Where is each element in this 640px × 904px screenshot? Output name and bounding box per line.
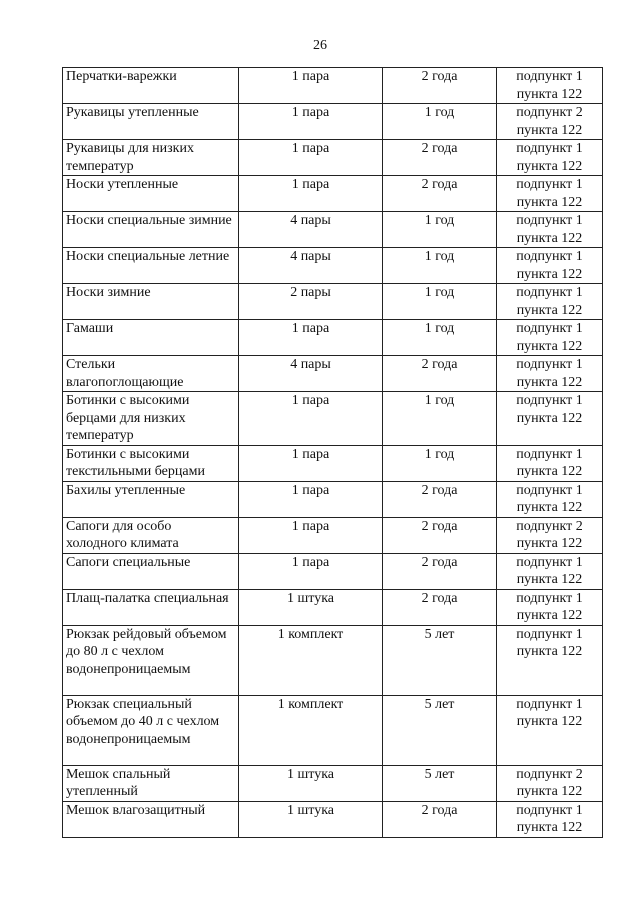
items-table-body bbox=[63, 68, 603, 838]
table-row bbox=[63, 445, 603, 481]
table-row bbox=[63, 140, 603, 176]
wear-term-cell: 1 год bbox=[383, 320, 497, 356]
item-name-cell: Стельки влагопоглощающие bbox=[63, 356, 239, 392]
quantity-cell: 1 пара bbox=[239, 104, 383, 140]
wear-term-cell: 2 года bbox=[383, 68, 497, 104]
reference-cell: подпункт 2 пункта 122 bbox=[497, 104, 603, 140]
table-row bbox=[63, 765, 603, 801]
item-name-cell: Носки утепленные bbox=[63, 176, 239, 212]
wear-term-cell: 5 лет bbox=[383, 695, 497, 765]
reference-cell: подпункт 1 пункта 122 bbox=[497, 481, 603, 517]
reference-cell: подпункт 1 пункта 122 bbox=[497, 695, 603, 765]
wear-term-cell: 1 год bbox=[383, 445, 497, 481]
item-name-cell: Мешок влагозащитный bbox=[63, 801, 239, 837]
quantity-cell: 1 штука bbox=[239, 589, 383, 625]
table-row bbox=[63, 801, 603, 837]
quantity-cell: 2 пары bbox=[239, 284, 383, 320]
item-name-cell: Рукавицы для низких температур bbox=[63, 140, 239, 176]
wear-term-cell: 1 год bbox=[383, 212, 497, 248]
wear-term-cell: 5 лет bbox=[383, 765, 497, 801]
quantity-cell: 1 пара bbox=[239, 517, 383, 553]
item-name-cell: Рукавицы утепленные bbox=[63, 104, 239, 140]
table-row bbox=[63, 695, 603, 765]
quantity-cell: 4 пары bbox=[239, 356, 383, 392]
item-name-cell: Перчатки-варежки bbox=[63, 68, 239, 104]
wear-term-cell: 2 года bbox=[383, 589, 497, 625]
reference-cell: подпункт 1 пункта 122 bbox=[497, 392, 603, 446]
quantity-cell: 4 пары bbox=[239, 248, 383, 284]
item-name-cell: Носки специальные летние bbox=[63, 248, 239, 284]
item-name-cell: Мешок спальный утепленный bbox=[63, 765, 239, 801]
quantity-cell: 1 пара bbox=[239, 445, 383, 481]
table-row bbox=[63, 176, 603, 212]
wear-term-cell: 1 год bbox=[383, 104, 497, 140]
reference-cell: подпункт 1 пункта 122 bbox=[497, 68, 603, 104]
table-row bbox=[63, 517, 603, 553]
items-table bbox=[62, 67, 603, 838]
wear-term-cell: 1 год bbox=[383, 392, 497, 446]
reference-cell: подпункт 1 пункта 122 bbox=[497, 445, 603, 481]
page-number: 26 bbox=[313, 38, 327, 53]
table-row bbox=[63, 481, 603, 517]
quantity-cell: 1 штука bbox=[239, 765, 383, 801]
table-row bbox=[63, 320, 603, 356]
reference-cell: подпункт 1 пункта 122 bbox=[497, 356, 603, 392]
wear-term-cell: 2 года bbox=[383, 176, 497, 212]
item-name-cell: Бахилы утепленные bbox=[63, 481, 239, 517]
item-name-cell: Носки зимние bbox=[63, 284, 239, 320]
table-row bbox=[63, 356, 603, 392]
item-name-cell: Ботинки с высокими текстильными берцами bbox=[63, 445, 239, 481]
item-name-cell: Сапоги для особо холодного климата bbox=[63, 517, 239, 553]
table-row bbox=[63, 212, 603, 248]
table-row bbox=[63, 553, 603, 589]
wear-term-cell: 2 года bbox=[383, 517, 497, 553]
item-name-cell: Рюкзак рейдовый объемом до 80 л с чехлом водонепроницаемым bbox=[63, 625, 239, 695]
reference-cell: подпункт 1 пункта 122 bbox=[497, 801, 603, 837]
table-row bbox=[63, 625, 603, 695]
quantity-cell: 1 пара bbox=[239, 481, 383, 517]
quantity-cell: 1 пара bbox=[239, 553, 383, 589]
quantity-cell: 1 пара bbox=[239, 68, 383, 104]
wear-term-cell: 2 года bbox=[383, 356, 497, 392]
reference-cell: подпункт 1 пункта 122 bbox=[497, 212, 603, 248]
wear-term-cell: 2 года bbox=[383, 140, 497, 176]
table-row bbox=[63, 248, 603, 284]
quantity-cell: 1 штука bbox=[239, 801, 383, 837]
wear-term-cell: 1 год bbox=[383, 248, 497, 284]
reference-cell: подпункт 1 пункта 122 bbox=[497, 176, 603, 212]
wear-term-cell: 1 год bbox=[383, 284, 497, 320]
wear-term-cell: 2 года bbox=[383, 553, 497, 589]
quantity-cell: 1 пара bbox=[239, 140, 383, 176]
table-row bbox=[63, 104, 603, 140]
item-name-cell: Сапоги специальные bbox=[63, 553, 239, 589]
quantity-cell: 1 пара bbox=[239, 176, 383, 212]
wear-term-cell: 5 лет bbox=[383, 625, 497, 695]
item-name-cell: Гамаши bbox=[63, 320, 239, 356]
table-row bbox=[63, 589, 603, 625]
reference-cell: подпункт 2 пункта 122 bbox=[497, 517, 603, 553]
quantity-cell: 1 комплект bbox=[239, 625, 383, 695]
item-name-cell: Рюкзак специальный объемом до 40 л с чехлом водонепроницаемым bbox=[63, 695, 239, 765]
reference-cell: подпункт 2 пункта 122 bbox=[497, 765, 603, 801]
item-name-cell: Плащ-палатка специальная bbox=[63, 589, 239, 625]
quantity-cell: 1 комплект bbox=[239, 695, 383, 765]
item-name-cell: Ботинки с высокими берцами для низких температур bbox=[63, 392, 239, 446]
reference-cell: подпункт 1 пункта 122 bbox=[497, 140, 603, 176]
quantity-cell: 1 пара bbox=[239, 320, 383, 356]
reference-cell: подпункт 1 пункта 122 bbox=[497, 284, 603, 320]
item-name-cell: Носки специальные зимние bbox=[63, 212, 239, 248]
reference-cell: подпункт 1 пункта 122 bbox=[497, 248, 603, 284]
reference-cell: подпункт 1 пункта 122 bbox=[497, 625, 603, 695]
wear-term-cell: 2 года bbox=[383, 801, 497, 837]
wear-term-cell: 2 года bbox=[383, 481, 497, 517]
quantity-cell: 4 пары bbox=[239, 212, 383, 248]
reference-cell: подпункт 1 пункта 122 bbox=[497, 320, 603, 356]
table-row bbox=[63, 68, 603, 104]
reference-cell: подпункт 1 пункта 122 bbox=[497, 553, 603, 589]
table-row bbox=[63, 284, 603, 320]
reference-cell: подпункт 1 пункта 122 bbox=[497, 589, 603, 625]
quantity-cell: 1 пара bbox=[239, 392, 383, 446]
table-row bbox=[63, 392, 603, 446]
